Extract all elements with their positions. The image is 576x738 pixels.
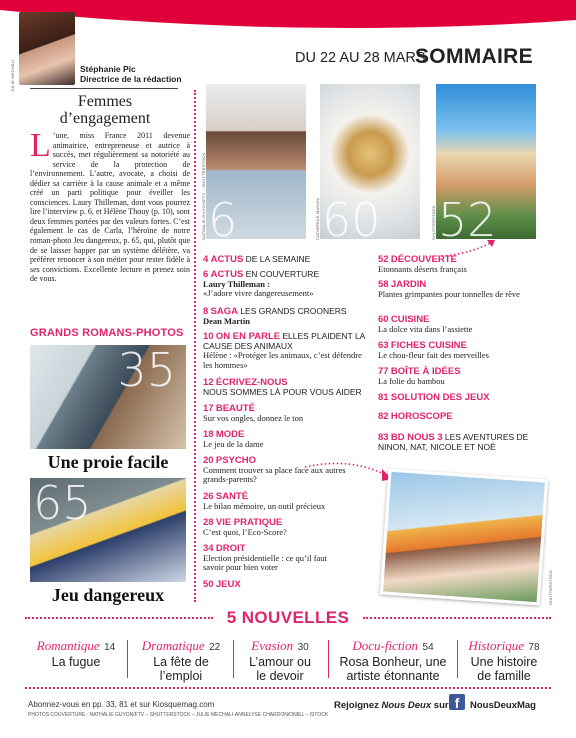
editorial-text-block: [30, 127, 190, 284]
toc-entry-description: Comment trouver sa place face aux autres grands-parents?: [203, 464, 346, 485]
facebook-icon[interactable]: f: [449, 694, 465, 710]
toc-entry-page: 28: [203, 517, 214, 528]
join-suffix: sur: [431, 700, 449, 711]
toc-entry-page: 83: [378, 432, 389, 443]
roman-photo-1: [30, 345, 186, 449]
toc-entry-page: 63: [378, 340, 389, 351]
toc-entry-subtitle: NOUS SOMMES LÀ POUR VOUS AIDER: [203, 386, 362, 397]
cover-credits: PHOTOS COUVERTURE : NATHALIE GUYON/FTV – SHUTTERSTOCK – JULIE MECHALI-ANNELYSE CHARDON/ONIEL – ISTOCK: [28, 712, 329, 718]
toc-entry-page: 4: [203, 254, 209, 265]
top-banner: [0, 0, 576, 40]
toc-entry-description: Etonnants déserts français: [378, 263, 467, 274]
toc-entry-page: 77: [378, 366, 389, 377]
toc-entry-34[interactable]: [203, 544, 348, 573]
toc-entry-17[interactable]: [203, 404, 373, 423]
toc-entry-section: HOROSCOPE: [390, 411, 453, 422]
nouvelles-divider: [457, 640, 458, 678]
nouvelle-category: Evasion: [251, 638, 294, 653]
divider: [30, 88, 178, 89]
toc-entry-12[interactable]: [203, 378, 373, 397]
romans-heading: GRANDS ROMANS-PHOTOS: [30, 327, 184, 339]
toc-entry-description: C’est quoi, l’Eco-Score?: [203, 526, 287, 537]
editorial-body: ’une, miss France 2011 devenue animatrice, entrepreneuse et autrice à succès, met régulièrement sa notoriété au service de la protection de l’environnement. L’autre, avocate, a choisi de dédier sa carrière à la cause animale et a même créé un parti politique pour éveiller les consciences. Laury Thilleman, dont vous pourrez lire l’interview p. 6, et Hélène Thouy (p. 10), sont deux femmes portées par des valeurs fortes. C’est également le cas de Carla, l’héroïne de notre roman-photo Jeu dangereux, p. 65, qui, plutôt que de se laisser happer par un système délétère, va préférer renoncer à son métier pour rester fidèle à ses convictions. Excellente lecture et prenez soin de vous.: [30, 131, 190, 284]
nouvelle-category: Historique: [468, 638, 525, 653]
toc-entry-18[interactable]: [203, 430, 373, 449]
toc-entry-page: 6: [203, 269, 209, 280]
subscribe-note[interactable]: Abonnez-vous en pp. 33, 81 et sur Kiosquemag.com: [28, 700, 215, 709]
toc-entry-subtitle: EN COUVERTURE: [245, 269, 320, 279]
nouvelle-title: Une histoire de famille: [470, 655, 538, 683]
toc-entry-page: 81: [378, 392, 389, 403]
toc-entry-section: JARDIN: [390, 279, 427, 290]
editorial-title: [30, 93, 180, 127]
nouvelle-title: La fête de l’emploi: [153, 655, 209, 683]
food-photo: [320, 84, 420, 239]
toc-entry-section: ACTUS: [210, 269, 244, 280]
nouvelle-page: 14: [104, 642, 116, 653]
toc-entry-page: 20: [203, 455, 214, 466]
toc-entry-highlight: Dean Martin: [203, 315, 250, 326]
toc-entry-52[interactable]: [378, 255, 538, 274]
nouvelle-page: 22: [209, 642, 221, 653]
cover-photo-credit: NATHALIE GUYON/FTV – SHUTTERSTOCK: [201, 152, 206, 240]
toc-entry-description: Le jeu de la dame: [203, 438, 264, 449]
food-photo-page: 60: [322, 193, 381, 239]
toc-entry-subtitle: LES GRANDS CROONERS: [240, 306, 347, 316]
toc-entry-page: 50: [203, 579, 214, 590]
nouvelles-divider: [233, 640, 234, 678]
toc-entry-subtitle: LES AVENTURES DE NINON, NAT, NICOLE ET NOÉ: [378, 432, 529, 452]
toc-entry-description: Le chou-fleur fait des merveilles: [378, 349, 489, 360]
nouvelle-category: Romantique: [36, 638, 100, 653]
toc-entry-page: 60: [378, 314, 389, 325]
toc-entry-page: 52: [378, 254, 389, 265]
toc-entry-description: Le bilan mémoire, un outil précieux: [203, 500, 326, 511]
toc-entry-77[interactable]: [378, 367, 538, 386]
director-portrait: [19, 12, 75, 85]
toc-entry-81[interactable]: [378, 393, 538, 403]
nouvelles-rule-bottom: [25, 687, 551, 689]
toc-entry-section: PSYCHO: [215, 455, 256, 466]
nouvelle-page: 54: [422, 642, 434, 653]
food-photo-credit: CATHERINE MADANI: [315, 197, 320, 240]
nouvelle-page: 30: [297, 642, 309, 653]
toc-entry-section: MODE: [215, 429, 245, 440]
toc-entry-description: Hélène : «Protéger les animaux, c’est défendre les hommes»: [203, 350, 362, 370]
nouvelle-title: La fugue: [51, 655, 101, 669]
toc-entry-subtitle: ELLES PLAIDENT LA CAUSE DES ANIMAUX: [203, 331, 365, 351]
desert-photo-credit: SHUTTERSTOCK: [431, 205, 436, 240]
toc-entry-page: 34: [203, 543, 214, 554]
join-prefix: Rejoignez: [334, 700, 382, 711]
toc-entry-subtitle: DE LA SEMAINE: [245, 254, 311, 264]
toc-entry-description: La folie du bambou: [378, 375, 445, 386]
column-separator: [194, 90, 196, 602]
toc-entry-description: Plantes grimpantes pour tonnelles de rêve: [378, 288, 520, 299]
toc-entry-58[interactable]: [378, 280, 528, 299]
roman-photo-1-page: 35: [117, 345, 176, 397]
cover-photo-laury: [206, 84, 306, 239]
toc-entry-section: DÉCOUVERTE: [390, 254, 457, 265]
roman-title-2: Jeu dangereux: [51, 585, 165, 605]
roman-photo-2-page: 65: [33, 478, 92, 530]
toc-entry-4[interactable]: [203, 255, 373, 265]
toc-entry-section: FICHES CUISINE: [390, 340, 467, 351]
toc-entry-page: 82: [378, 411, 389, 422]
psycho-pointer: [300, 455, 400, 495]
toc-entry-60[interactable]: [378, 315, 538, 334]
nouvelle-category: Dramatique: [141, 638, 205, 653]
toc-entry-section: SANTÉ: [215, 491, 249, 502]
toc-entry-page: 18: [203, 429, 214, 440]
toc-entry-description: Election présidentielle : ce qu’il faut savoir pour bien voter: [203, 552, 327, 573]
cover-photo-page: 6: [208, 193, 238, 239]
toc-entry-28[interactable]: [203, 518, 373, 537]
nouvelle-4[interactable]: [332, 637, 454, 683]
toc-entry-83[interactable]: [378, 433, 548, 452]
toc-entry-section: ON EN PARLE: [215, 331, 281, 342]
join-text: [334, 700, 449, 711]
toc-entry-page: 58: [378, 279, 389, 290]
nouvelle-title: L’amour ou le devoir: [249, 655, 311, 683]
nouvelle-3[interactable]: [237, 637, 323, 683]
nouvelles-divider: [127, 640, 128, 678]
toc-entry-63[interactable]: [378, 341, 538, 360]
toc-entry-page: 10: [203, 331, 214, 342]
toc-entry-section: SAGA: [210, 306, 239, 317]
toc-entry-section: JEUX: [215, 579, 241, 590]
toc-entry-description: La dolce vita dans l’assiette: [378, 323, 473, 334]
nouvelle-category: Docu-fiction: [352, 638, 419, 653]
toc-entry-description: «J’adore vivre dangereusement»: [203, 288, 314, 299]
toc-entry-highlight: Laury Thilleman :: [203, 278, 270, 289]
family-photo-credit: SHUTTERSTOCK: [548, 570, 553, 605]
toc-entry-page: 12: [203, 377, 214, 388]
director-photo-credit: JULIE MECHALI: [10, 59, 15, 92]
desert-photo: [436, 84, 536, 239]
roman-title-1: Une proie facile: [47, 452, 169, 472]
nouvelle-1[interactable]: [28, 637, 124, 669]
sommaire-title: SOMMAIRE: [415, 45, 533, 68]
nouvelles-heading: 5 NOUVELLES: [226, 608, 350, 627]
desert-photo-page: 52: [438, 193, 497, 239]
family-photo: [380, 469, 548, 606]
toc-entry-section: BEAUTÉ: [215, 403, 255, 414]
toc-entry-section: DROIT: [215, 543, 246, 554]
social-handle[interactable]: NousDeuxMag: [470, 700, 536, 711]
editorial-dropcap: L: [30, 127, 51, 164]
editorial-title-line2: d’engagement: [59, 110, 151, 127]
toc-entry-section: BOÎTE À IDÉES: [390, 366, 461, 377]
toc-entry-section: CUISINE: [390, 314, 430, 325]
toc-entry-page: 17: [203, 403, 214, 414]
toc-entry-section: ACTUS: [210, 254, 244, 265]
editorial-title-line1: Femmes: [77, 93, 133, 110]
join-brand: Nous Deux: [381, 700, 432, 711]
toc-entry-8[interactable]: [203, 307, 373, 326]
toc-entry-82[interactable]: [378, 412, 538, 422]
toc-entry-6[interactable]: [203, 270, 373, 299]
nouvelle-title: Rosa Bonheur, une artiste étonnante: [339, 655, 447, 683]
toc-entry-10[interactable]: [203, 332, 373, 370]
director-name: Stéphanie Pic: [80, 64, 136, 74]
toc-entry-section: VIE PRATIQUE: [215, 517, 283, 528]
toc-entry-section: SOLUTION DES JEUX: [390, 392, 490, 403]
nouvelle-2[interactable]: [131, 637, 231, 683]
roman-photo-2: [30, 478, 186, 582]
toc-entry-section: ÉCRIVEZ-NOUS: [215, 377, 288, 388]
toc-entry-section: BD NOUS 3: [390, 432, 443, 443]
nouvelle-page: 78: [528, 642, 540, 653]
toc-entry-page: 26: [203, 491, 214, 502]
nouvelle-5[interactable]: [461, 637, 547, 683]
issue-dates: DU 22 AU 28 MARS: [295, 50, 426, 66]
nouvelles-divider: [328, 640, 329, 678]
toc-entry-description: Sur vos ongles, donnez le ton: [203, 412, 304, 423]
toc-entry-50[interactable]: [203, 580, 373, 590]
toc-entry-page: 8: [203, 306, 209, 317]
director-role: Directrice de la rédaction: [80, 74, 182, 84]
